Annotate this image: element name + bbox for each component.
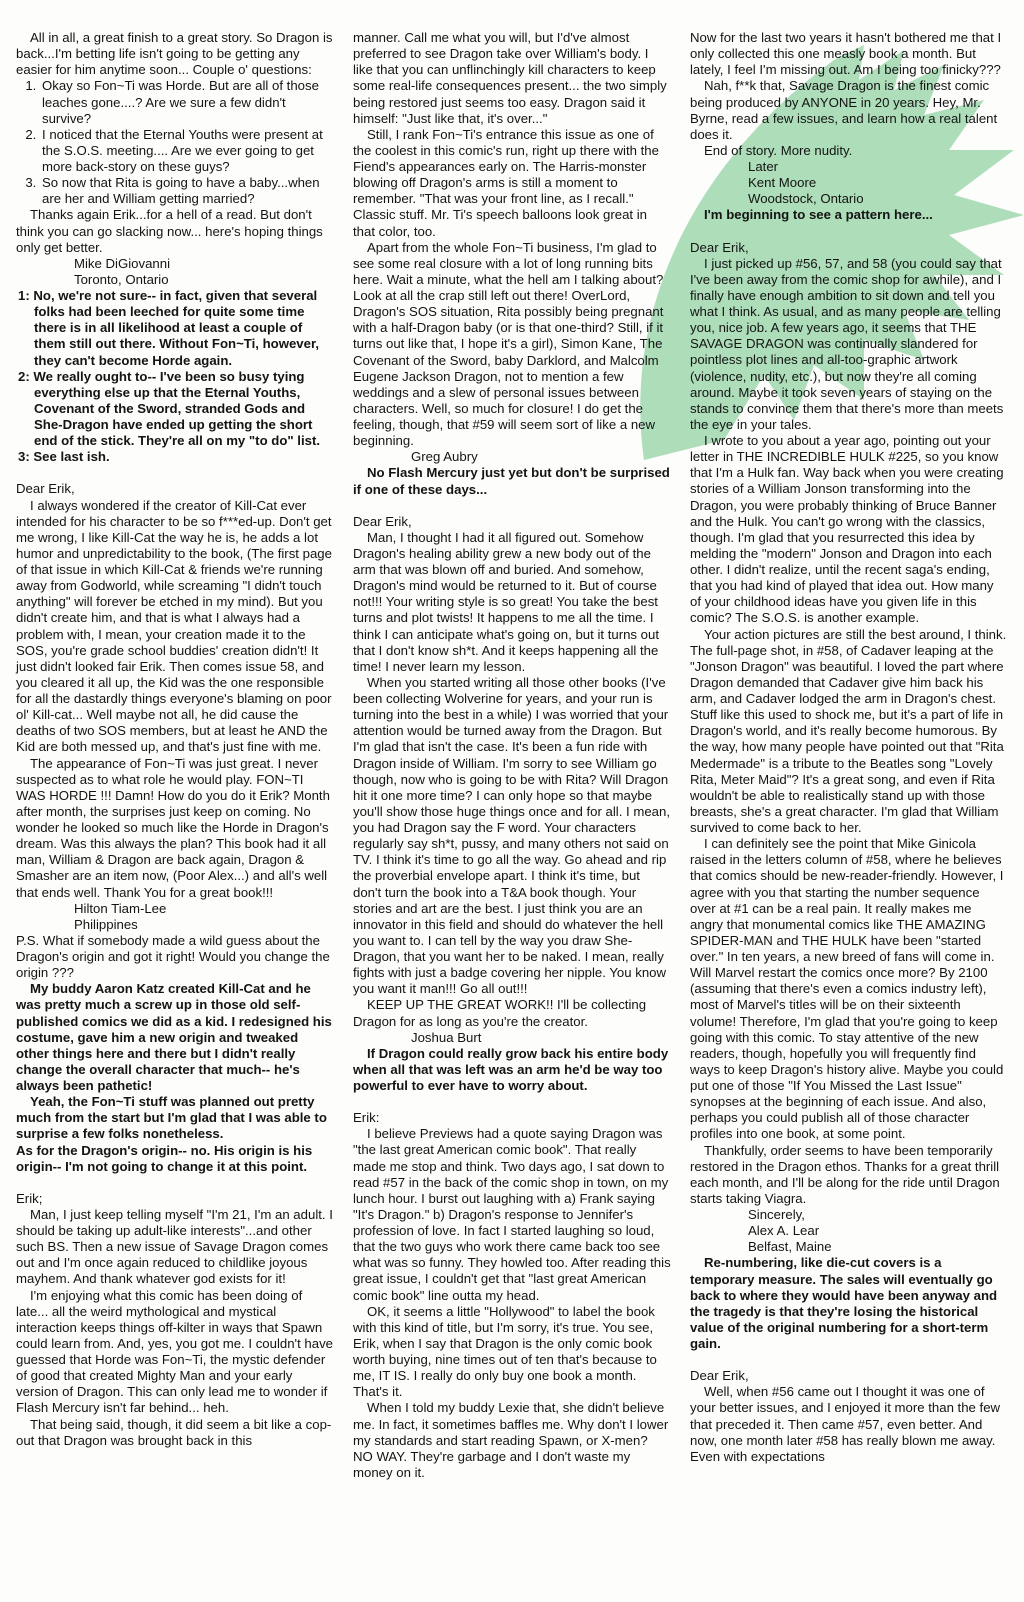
editor-reply: I'm beginning to see a pattern here... <box>704 207 933 223</box>
signature-name: Alex A. Lear <box>748 1223 820 1239</box>
postscript: P.S. What if somebody made a wild guess about the Dragon's origin and got it right! Would you change the origin ??? <box>16 932 330 981</box>
letter-paragraph: Apart from the whole Fon~Ti business, I'm glad to see some real closure with a lot of long running bits here. Wait a minute, what the hell am I talking about? Look at all the crap still left out there! OverLord, Dragon's SOS situation, Rita possibly being pregnant with a half-Dragon baby (or is that one-third? Still, if it turns out like that, I hope it's a girl), Simon Kane, The Covenant of the Sword, baby Darklord, and Malcolm Eugene Jackson Dragon, not to mention a few weddings and a slew of personal issues between characters. Well, so much for closure! I do get the feeling, though, that #59 will seem sort of like a new beginning. <box>353 239 664 449</box>
letter-paragraph: End of story. More nudity. <box>704 142 853 158</box>
column-3 <box>690 30 1008 1465</box>
editor-reply: As for the Dragon's origin-- no. His origin is his origin-- I'm not going to change it at this point. <box>16 1142 313 1174</box>
letter-paragraph: I'm enjoying what this comic has been doing of late... all the weird mythological and mystical interaction keeps things off-kilter in ways that Spawn could learn from. And, yes, you got me. I couldn't have guessed that Horde was Fon~Ti, the mystic defender of good that created Mighty Man and your early version of Dragon. This can only lead me to wonder if Flash Mercury isn't far behind... heh. <box>16 1287 333 1416</box>
letter-paragraph: Man, I thought I had it all figured out. Somehow Dragon's healing ability grew a new body out of the arm that was blown off and buried. And somehow, Dragon's mind would be returned to it. But of course not!!! Your writing style is so great! You take the best turns and plot twists! It happens to me all the time. I think I can anticipate what's going on, but it turns out that I don't know sh*t. And it keeps happening all the time! I never learn my lesson. <box>353 529 660 674</box>
letter-paragraph: Nah, f**k that, Savage Dragon is the finest comic being produced by ANYONE in 20 years. Hey, Mr. Byrne, read a few issues, and learn how a real talent does it. <box>690 78 998 142</box>
letter-paragraph: I believe Previews had a quote saying Dragon was "the last great American comic book". That really made me stop and think. Two days ago, I sat down to read #57 in the back of the comic shop in town, on my lunch hour. I burst out laughing with a) Frank saying "It's Dragon." b) Dragon's response to Jennifer's profession of love. In fact I started laughing so loud, that the two guys who work there came back too see what was so funny. They howled too. After reading this great issue, I couldn't get that "last great American comic book" line outta my head. <box>353 1126 671 1303</box>
column-1 <box>16 30 334 1449</box>
question-list <box>16 78 334 207</box>
reply-item: 3: See last ish. <box>18 449 110 465</box>
salutation: Dear Erik, <box>690 239 749 255</box>
editor-reply: Re-numbering, like die-cut covers is a temporary measure. The sales will eventually go back to where they would have been anyway and the tragedy is that they're losing the historical value of the original numbering for a short-term gain. <box>690 1255 998 1351</box>
letter-paragraph: That being said, though, it did seem a bit like a cop-out that Dragon was brought back in this <box>16 1416 332 1448</box>
signature-name: Greg Aubry <box>411 449 478 465</box>
letter-paragraph: When you started writing all those other books (I've been collecting Wolverine for years, and your run is turning into the best in a while) I was worried that your attention would be turned away from the Dragon. But I'm glad that isn't the case. It's been a fun ride with Dragon inside of William. I'm sorry to see William go though, now who is going to be with Rita? Will Dragon hit it one more time? I can only hope so that maybe you'll show those huge things once and for all. I mean, you had Dragon say the F word. Your characters regularly say sh*t, pussy, and many others not said on TV. I think it's time to go all the way. Go ahead and rip the proverbial envelope apart. I think it's time, but don't turn the book into a T&A book though. Your stories and art are the best. I just think you are an innovator in this field and should do whatever the hell you want to. I can tell by the way you draw She-Dragon, that you want her to be naked. I mean, really fights with just a badge covering her nipple. You know you want it man!!! Go all out!!! <box>353 674 671 997</box>
letter-paragraph: All in all, a great finish to a great story. So Dragon is back...I'm betting life isn't going to be getting any easier for him anytime soon... Couple o' questions: <box>16 30 333 78</box>
letter-paragraph: I just picked up #56, 57, and 58 (you could say that I've been away from the comic shop for awhile), and I finally have enough ambition to sit down and tell you what I think. As usual, and as many people are telling you, nice job. A few years ago, it seems that THE SAVAGE DRAGON was continually slandered for pointless plot lines and all-too-graphic artwork (violence, nudity, etc.), but now they're all coming around. Maybe it took seven years of staying on the stands to convince them that there's more than meets the eye in your tales. <box>690 255 1004 432</box>
letter-paragraph: When I told my buddy Lexie that, she didn't believe me. In fact, it sometimes baffles me. Why don't I lower my standards and start reading Spawn, or X-men? NO WAY. They're garbage and I don't waste my money on it. <box>353 1400 669 1480</box>
signature-place: Woodstock, Ontario <box>748 191 864 207</box>
editor-reply: No Flash Mercury just yet but don't be surprised if one of these days... <box>353 465 670 497</box>
letter-paragraph: I can definitely see the point that Mike Ginicola raised in the letters column of #58, where he believes that comics should be new-reader-friendly. However, I agree with you that starting the number sequence over at #1 can be a real pain. It really makes me angry that monumental comics like THE AMAZING SPIDER-MAN and THE HULK have been "started over." In ten years, a new breed of fans will come in. Will Marvel restart the comics once more? By 2100 (assuming that there's even a comics industry left), most of Marvel's titles will be on their sixteenth volume! Therefore, I'm glad that you're going to keep going with this comic. To stay attentive of the new readers, though, hopefully you will frequently find ways to keep Dragon's history alive. Maybe you could put one of those "If You Missed the Last Issue" synopses at the beginning of each issue. And also, perhaps you could publish all of those character profiles into one book, at some point. <box>690 836 1004 1142</box>
letter-paragraph: I always wondered if the creator of Kill-Cat ever intended for his character to be so f***ed-up. Don't get me wrong, I like Kill-Cat the way he is, he adds a lot humor and unpredictability to the book, (The first page of that issue in which Kill-Cat & friends we're running away from Godworld, while screaming "I didn't touch anything" will forever be etched in my mind). But you didn't create him, and that is what I always had a problem with, I mean, your creation made it to the SOS, you're grade school buddies' creation didn't! It just didn't looked fair Erik. Then comes issue 58, and you cleared it all up, the Kid was the one responsible for all the dastardly things everyone's blaming on poor ol' Kill-cat... Well maybe not all, he did cause the deaths of two SOS members, but at least he AND the Kid are both messed up, and that's just fine with me. <box>16 497 332 755</box>
letter-paragraph: Thankfully, order seems to have been temporarily restored in the Dragon ethos. Thanks for a great thrill each month, and I'll be along for the ride until Dragon starts taking Viagra. <box>690 1142 1000 1206</box>
letter-paragraph: I wrote to you about a year ago, pointing out your letter in THE INCREDIBLE HULK #225, so you know that I'm a Hulk fan. Way back when you were creating stories of a William Jonson transforming into the Dragon, you were probably thinking of Bruce Banner and the Hulk. You can't go wrong with the classics, though. I'm glad that you resurrected this idea by melding the "modern" Jonson and Dragon into each other. I didn't realize, until the recent saga's ending, that you had kind of played that idea out. How many of your childhood ideas have you given life in this comic? The S.O.S. is another example. <box>690 433 1004 626</box>
question-item: 1. Okay so Fon~Ti was Horde. But are all of those leaches gone....? Are we sure a few didn't survive? <box>40 78 334 126</box>
letter-paragraph: KEEP UP THE GREAT WORK!! I'll be collecting Dragon for as long as you're the creator. <box>353 997 647 1029</box>
signature-name: Joshua Burt <box>411 1029 482 1045</box>
column-2 <box>353 30 671 1481</box>
letter-paragraph: Your action pictures are still the best around, I think. The full-page shot, in #58, of Cadaver leaping at the "Jonson Dragon" was beautiful. I loved the part where Dragon demanded that Cadaver give him back his arm, and Cadaver lodged the arm in Dragon's chest. Stuff like this used to shock me, but it's a part of life in Dragon's world, and it's really become humorous. By the way, how many people have pointed out that "Rita Medermade" is a tribute to the Beatles song "Lovely Rita, Meter Maid"? It's a great song, and even if Rita wouldn't be able to realistically stand up with those breasts, she's a great character. I'm glad that William survived to come back to her. <box>690 626 1007 835</box>
signature-place: Philippines <box>74 916 138 932</box>
salutation: Dear Erik, <box>690 1368 749 1384</box>
letter-paragraph: Still, I rank Fon~Ti's entrance this issue as one of the coolest in this comic's run, right up there with the Fiend's appearances early on. The Harris-monster blowing off Dragon's arms is still a moment to remember. "That was your front line, as I recall." Classic stuff. Mr. Ti's speech balloons look great in that color, too. <box>353 126 659 239</box>
salutation: Erik; <box>16 1190 43 1206</box>
letter-paragraph: manner. Call me what you will, but I'd've almost preferred to see Dragon take over William's body. I like that you can unflinchingly kill characters to keep some real-life consequences present... the two simply being restored just seems too easy. Dragon said it himself: "Just like that, it's over..." <box>353 30 667 126</box>
signature-name: Kent Moore <box>748 175 817 191</box>
signature-name: Hilton Tiam-Lee <box>74 900 167 916</box>
signature-place: Belfast, Maine <box>748 1239 832 1255</box>
letter-paragraph: The appearance of Fon~Ti was just great. I never suspected as to what role he would play. FON~TI WAS HORDE !!! Damn! How do you do it Erik? Month after month, the surprises just keep on coming. No wonder he looked so much like the Horde in Dragon's dream. Was this always the plan? This book had it all man, William & Dragon are back again, Dragon & Smasher are an item now, (Poor Alex...) and all's well that ends well. Thank You for a great book!!! <box>16 755 330 900</box>
signature-closing: Later <box>748 159 779 174</box>
editor-reply: My buddy Aaron Katz created Kill-Cat and he was pretty much a screw up in those old self-published comics we did as a kid. I redesigned his costume, gave him a new origin and tweaked other things here and there but I didn't really change the overall character that much-- he's always been pathetic! <box>16 981 332 1093</box>
reply-list <box>16 288 334 465</box>
reply-item: 1: No, we're not sure-- in fact, given that several folks had been leeched for quite some time there is in all likelihood at least a couple of them still out there. Without Fon~Ti, however, they can't become Horde again. <box>18 288 320 368</box>
salutation: Erik: <box>353 1110 380 1126</box>
question-item: 3. So now that Rita is going to have a baby...when are her and William getting married? <box>40 175 334 207</box>
letter-paragraph: Thanks again Erik...for a hell of a read. But don't think you can go slacking now... here's hoping things only get better. <box>16 207 323 255</box>
signature-place: Toronto, Ontario <box>74 271 169 287</box>
editor-reply: Yeah, the Fon~Ti stuff was planned out pretty much from the start but I'm glad that I was able to surprise a few folks nonetheless. <box>16 1094 327 1142</box>
signature-closing: Sincerely, <box>748 1207 805 1222</box>
question-item: 2. I noticed that the Eternal Youths were present at the S.O.S. meeting.... Are we ever going to get more back-story on these guys? <box>40 127 334 175</box>
salutation: Dear Erik, <box>353 513 412 529</box>
signature-name: Mike DiGiovanni <box>74 255 171 271</box>
salutation: Dear Erik, <box>16 481 75 497</box>
editor-reply: If Dragon could really grow back his entire body when all that was left was an arm he'd be way too powerful to ever have to worry about. <box>353 1045 669 1093</box>
letter-paragraph: Now for the last two years it hasn't bothered me that I only collected this one measly book a month. But lately, I feel I'm missing out. Am I being too finicky??? <box>690 30 1002 78</box>
reply-item: 2: We really ought to-- I've been so busy tying everything else up that the Eternal Youths, Covenant of the Sword, stranded Gods and She-Dragon have ended up getting the short end of the stick. They're all on my "to do" list. <box>18 368 321 449</box>
letter-paragraph: OK, it seems a little "Hollywood" to label the book with this kind of title, but I'm sorry, it's true. You see, Erik, when I say that Dragon is the only comic book worth buying, nine times out of ten that's because to me, IT IS. I really do only buy one book a month. That's it. <box>353 1303 657 1400</box>
letter-paragraph: Man, I just keep telling myself "I'm 21, I'm an adult. I should be taking up adult-like interests"...and other such BS. Then a new issue of Savage Dragon comes out and I'm once again reduced to childlike joyous mayhem. And thank whatever god exists for it! <box>16 1206 333 1287</box>
letter-paragraph: Well, when #56 came out I thought it was one of your better issues, and I enjoyed it more than the few that preceded it. Then came #57, even better. And now, one month later #58 has really blown me away. Even with expectations <box>690 1384 1001 1464</box>
